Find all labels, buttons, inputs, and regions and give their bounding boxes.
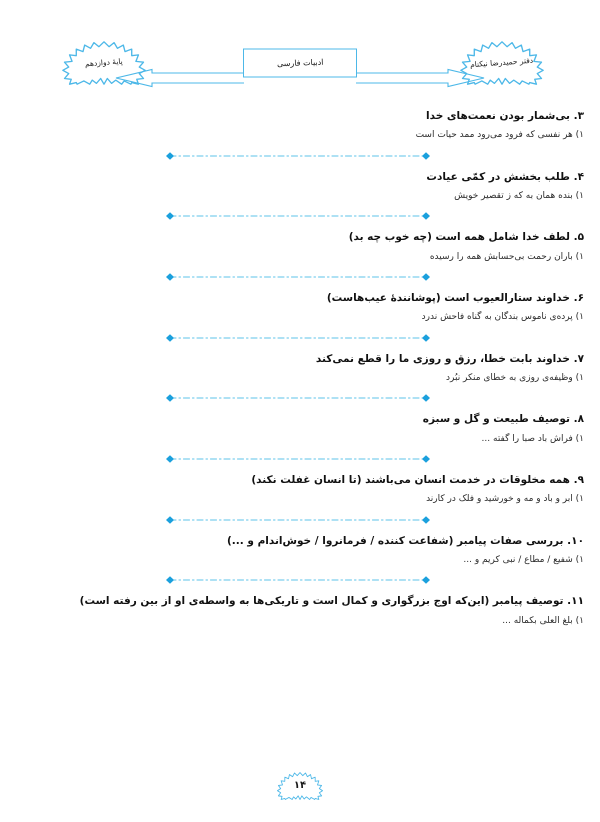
page-number-badge	[277, 772, 323, 800]
topic-entry	[0, 169, 600, 204]
divider-line	[160, 454, 436, 464]
topic-example-number: ۱)	[575, 372, 584, 383]
diamond-icon	[422, 213, 430, 221]
diamond-icon	[422, 576, 430, 584]
diamond-icon	[166, 394, 174, 402]
diamond-icon	[166, 516, 174, 524]
diamond-icon	[166, 334, 174, 342]
diamond-icon	[166, 455, 174, 463]
topic-entry	[0, 351, 600, 386]
section-divider	[0, 446, 600, 472]
topic-example-number: ۱)	[575, 312, 584, 323]
topic-title: ۱۱. توصیف پیامبر (این‌که اوج بزرگواری و کمال است و تاریکی‌ها به واسطه‌ی او از بین رفته است)	[79, 595, 584, 608]
section-divider	[0, 567, 600, 593]
topic-example-number: ۱)	[575, 130, 584, 141]
topic-number: ۸.	[573, 413, 584, 426]
topic-title: ۹. همه مخلوقات در خدمت انسان می‌باشند (تا انسان غفلت نکند)	[251, 473, 584, 486]
diamond-icon	[166, 273, 174, 281]
topic-example-number: ۱)	[575, 615, 584, 626]
diamond-icon	[166, 213, 174, 221]
topic-example: ۱) هر نفسی که فرود می‌رود ممد حیات است	[415, 130, 584, 141]
topic-number: ۴.	[573, 170, 584, 183]
topic-example: ۱) باران رحمت بی‌حسابش همه را رسیده	[429, 251, 584, 262]
topic-example: ۱) بنده همان به که ز تقصیر خویش	[454, 190, 584, 201]
topic-entry	[0, 411, 600, 446]
diamond-icon	[422, 394, 430, 402]
diamond-icon	[422, 455, 430, 463]
topic-number: ۱۰.	[567, 534, 584, 547]
diamond-icon	[422, 273, 430, 281]
topic-title: ۸. توصیف طبیعت و گل و سبزه	[422, 413, 584, 426]
divider-line	[160, 151, 436, 161]
topic-number: ۷.	[573, 352, 584, 365]
topic-title: ۵. لطف خدا شامل همه است (چه خوب چه بد)	[348, 231, 584, 244]
section-divider	[0, 385, 600, 411]
topic-list	[0, 102, 600, 628]
topic-example-number: ۱)	[575, 433, 584, 444]
topic-entry	[0, 290, 600, 325]
topic-entry	[0, 472, 600, 507]
subject-title-box	[243, 49, 357, 78]
topic-number: ۱۱.	[567, 595, 584, 608]
topic-example: ۱) شفیع / مطاع / نبی کریم و ...	[463, 554, 584, 565]
topic-example: ۱) بلغ العلی بکماله ...	[502, 615, 584, 626]
grade-badge-label: پایهٔ دوازدهم	[84, 56, 124, 68]
subject-title-label: ادبیات فارسی	[276, 57, 324, 69]
section-divider	[0, 325, 600, 351]
divider-line	[160, 211, 436, 221]
topic-title: ۷. خداوند بابت خطا، رزق و روزی ما را قطع نمی‌کند	[315, 352, 584, 365]
divider-line	[160, 575, 436, 585]
diamond-icon	[166, 152, 174, 160]
topic-title: ۶. خداوند ستارالعیوب است (پوشانندهٔ عیب‌هاست)	[326, 291, 584, 304]
topic-example-number: ۱)	[575, 251, 584, 262]
topic-title: ۱۰. بررسی صفات پیامبر (شفاعت کننده / فرمانروا / خوش‌اندام و ...)	[226, 534, 584, 547]
topic-example: ۱) پرده‌ی ناموس بندگان به گناه فاحش ندرد	[421, 312, 584, 323]
topic-number: ۶.	[573, 291, 584, 304]
topic-example-number: ۱)	[575, 190, 584, 201]
topic-title: ۴. طلب بخشش در کمّی عیادت	[426, 170, 584, 183]
topic-example: ۱) وظیفه‌ی روزی به خطای منکر نبُرد	[446, 372, 584, 383]
page-footer	[0, 764, 600, 808]
topic-entry	[0, 533, 600, 568]
diamond-icon	[422, 516, 430, 524]
page-header	[0, 24, 600, 102]
divider-line	[160, 272, 436, 282]
topic-example-number: ۱)	[575, 554, 584, 565]
topic-number: ۹.	[573, 473, 584, 486]
diamond-icon	[422, 334, 430, 342]
divider-line	[160, 393, 436, 403]
section-divider	[0, 507, 600, 533]
section-divider	[0, 203, 600, 229]
topic-entry	[0, 229, 600, 264]
topic-example-number: ۱)	[575, 494, 584, 505]
topic-number: ۵.	[573, 231, 584, 244]
page-number-label: ۱۴	[293, 780, 307, 792]
topic-example: ۱) ابر و باد و مه و خورشید و فلک در کارند	[426, 494, 584, 505]
divider-line	[160, 515, 436, 525]
topic-number: ۳.	[573, 110, 584, 122]
section-divider	[0, 264, 600, 290]
author-badge-label: دفتر حمیدرضا نیکنام	[470, 55, 534, 69]
diamond-icon	[422, 152, 430, 160]
divider-line	[160, 333, 436, 343]
topic-entry	[0, 593, 600, 628]
section-divider	[0, 143, 600, 169]
diamond-icon	[166, 576, 174, 584]
topic-example: ۱) فراش باد صبا را گفته ...	[481, 433, 584, 444]
topic-title: ۳. بی‌شمار بودن نعمت‌های خدا	[426, 110, 584, 122]
topic-entry	[0, 108, 600, 143]
